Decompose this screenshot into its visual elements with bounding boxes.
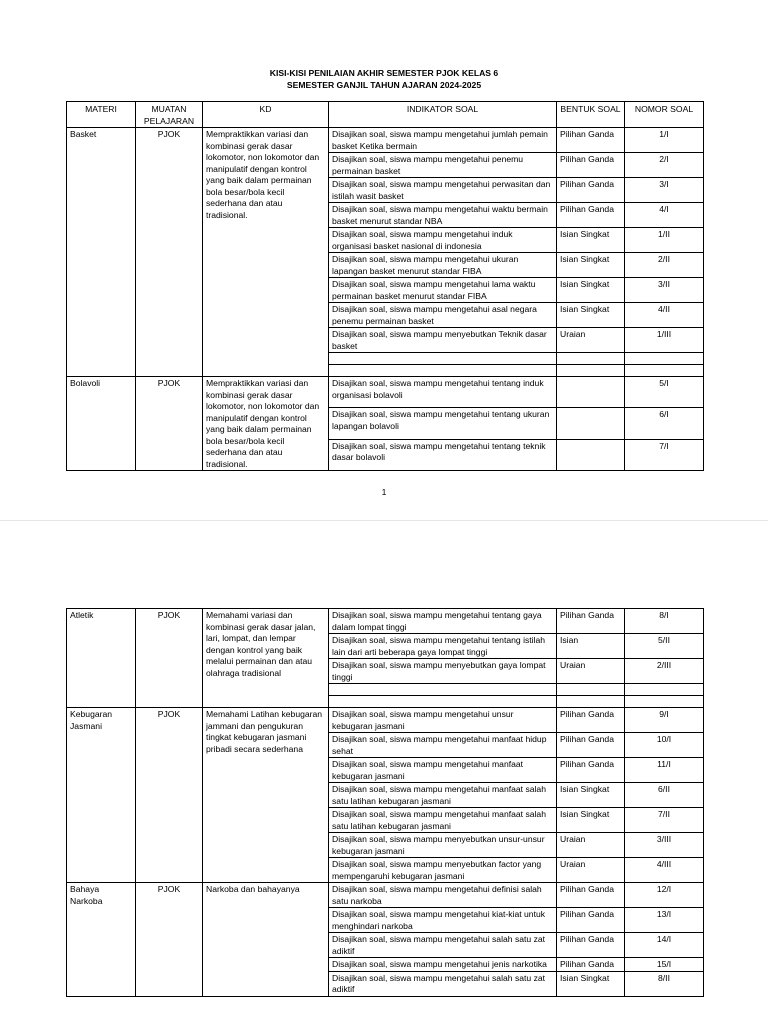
cell-bentuk-soal: Pilihan Ganda — [557, 203, 625, 228]
cell-bentuk-soal — [557, 377, 625, 408]
cell-indikator-soal: Disajikan soal, siswa mampu mengetahui ukuran lapangan basket menurut standar FIBA — [329, 253, 557, 278]
cell-nomor-soal: 13/I — [625, 908, 704, 933]
cell-nomor-soal: 3/III — [625, 833, 704, 858]
cell-materi: Kebugaran Jasmani — [67, 708, 136, 883]
cell-muatan-pelajaran: PJOK — [136, 883, 203, 997]
cell-nomor-soal: 8/I — [625, 609, 704, 634]
table-row — [67, 128, 704, 153]
cell-nomor-soal: 1/I — [625, 128, 704, 153]
cell-indikator-soal: Disajikan soal, siswa mampu mengetahui asal negara penemu permainan basket — [329, 303, 557, 328]
cell-nomor-soal: 15/I — [625, 958, 704, 972]
cell-nomor-soal: 12/I — [625, 883, 704, 908]
cell-nomor-soal — [625, 365, 704, 377]
cell-materi: Bahaya Narkoba — [67, 883, 136, 997]
cell-indikator-soal: Disajikan soal, siswa mampu mengetahui manfaat hidup sehat — [329, 733, 557, 758]
cell-nomor-soal: 1/II — [625, 228, 704, 253]
page-separator — [0, 520, 768, 521]
header-nomor-soal: NOMOR SOAL — [625, 102, 704, 128]
cell-indikator-soal: Disajikan soal, siswa mampu mengetahui lama waktu permainan basket menurut standar FIBA — [329, 278, 557, 303]
cell-bentuk-soal — [557, 696, 625, 708]
cell-indikator-soal: Disajikan soal, siswa mampu mengetahui definisi salah satu narkoba — [329, 883, 557, 908]
cell-bentuk-soal: Uraian — [557, 858, 625, 883]
cell-indikator-soal — [329, 684, 557, 696]
cell-indikator-soal — [329, 353, 557, 365]
cell-muatan-pelajaran: PJOK — [136, 377, 203, 471]
cell-nomor-soal: 11/I — [625, 758, 704, 783]
table-row — [67, 609, 704, 634]
cell-indikator-soal: Disajikan soal, siswa mampu mengetahui tentang ukuran lapangan bolavoli — [329, 408, 557, 439]
cell-bentuk-soal: Isian Singkat — [557, 971, 625, 996]
cell-nomor-soal: 6/I — [625, 408, 704, 439]
cell-bentuk-soal: Isian Singkat — [557, 783, 625, 808]
cell-materi: Basket — [67, 128, 136, 377]
cell-kd: Memahami Latihan kebugaran jammani dan pengukuran tingkat kebugaran jasmani pribadi secara sederhana — [203, 708, 329, 883]
cell-bentuk-soal: Uraian — [557, 833, 625, 858]
cell-bentuk-soal: Uraian — [557, 659, 625, 684]
header-indikator-soal: INDIKATOR SOAL — [329, 102, 557, 128]
table-row — [67, 708, 704, 733]
cell-nomor-soal: 10/I — [625, 733, 704, 758]
cell-nomor-soal: 6/II — [625, 783, 704, 808]
cell-bentuk-soal: Pilihan Ganda — [557, 128, 625, 153]
cell-bentuk-soal: Pilihan Ganda — [557, 933, 625, 958]
cell-bentuk-soal — [557, 365, 625, 377]
cell-bentuk-soal: Pilihan Ganda — [557, 758, 625, 783]
cell-indikator-soal: Disajikan soal, siswa mampu mengetahui jumlah pemain basket Ketika bermain — [329, 128, 557, 153]
cell-materi: Atletik — [67, 609, 136, 708]
cell-indikator-soal: Disajikan soal, siswa mampu mengetahui induk organisasi basket nasional di indonesia — [329, 228, 557, 253]
cell-indikator-soal: Disajikan soal, siswa mampu mengetahui unsur kebugaran jasmani — [329, 708, 557, 733]
cell-nomor-soal: 1/III — [625, 328, 704, 353]
header-kd: KD — [203, 102, 329, 128]
cell-bentuk-soal — [557, 439, 625, 470]
cell-indikator-soal: Disajikan soal, siswa mampu mengetahui jenis narkotika — [329, 958, 557, 972]
header-muatan-pelajaran: MUATAN PELAJARAN — [136, 102, 203, 128]
cell-indikator-soal — [329, 365, 557, 377]
cell-nomor-soal: 3/II — [625, 278, 704, 303]
cell-indikator-soal: Disajikan soal, siswa mampu mengetahui tentang istilah lain dari arti beberapa gaya lompat tinggi — [329, 634, 557, 659]
cell-kd: Memahami variasi dan kombinasi gerak dasar jalan, lari, lompat, dan lempar dengan kontrol yang baik melalui permainan dan atau olahraga tradisional — [203, 609, 329, 708]
cell-indikator-soal: Disajikan soal, siswa mampu mengetahui tentang teknik dasar bolavoli — [329, 439, 557, 470]
cell-indikator-soal: Disajikan soal, siswa mampu mengetahui manfaat salah satu latihan kebugaran jasmani — [329, 783, 557, 808]
cell-nomor-soal: 2/III — [625, 659, 704, 684]
cell-nomor-soal: 2/I — [625, 153, 704, 178]
cell-bentuk-soal: Isian Singkat — [557, 228, 625, 253]
cell-bentuk-soal: Pilihan Ganda — [557, 908, 625, 933]
document-title: KISI-KISI PENILAIAN AKHIR SEMESTER PJOK KELAS 6 — [269, 68, 499, 78]
cell-nomor-soal: 4/III — [625, 858, 704, 883]
table-row — [67, 883, 704, 908]
cell-bentuk-soal: Pilihan Ganda — [557, 733, 625, 758]
cell-bentuk-soal — [557, 684, 625, 696]
cell-indikator-soal: Disajikan soal, siswa mampu menyebutkan unsur-unsur kebugaran jasmani — [329, 833, 557, 858]
cell-nomor-soal — [625, 684, 704, 696]
cell-indikator-soal: Disajikan soal, siswa mampu mengetahui penemu permainan basket — [329, 153, 557, 178]
header-bentuk-soal: BENTUK SOAL — [557, 102, 625, 128]
cell-nomor-soal: 2/II — [625, 253, 704, 278]
cell-nomor-soal: 9/I — [625, 708, 704, 733]
kisi-kisi-table-page-1 — [66, 101, 704, 471]
header-materi: MATERI — [67, 102, 136, 128]
cell-bentuk-soal: Pilihan Ganda — [557, 708, 625, 733]
table-header-row — [67, 102, 704, 128]
cell-bentuk-soal: Isian Singkat — [557, 808, 625, 833]
page-number: 1 — [381, 487, 387, 497]
cell-nomor-soal: 5/I — [625, 377, 704, 408]
cell-nomor-soal: 7/II — [625, 808, 704, 833]
cell-indikator-soal: Disajikan soal, siswa mampu menyebutkan gaya lompat tinggi — [329, 659, 557, 684]
cell-indikator-soal: Disajikan soal, siswa mampu menyebutkan Teknik dasar basket — [329, 328, 557, 353]
cell-indikator-soal: Disajikan soal, siswa mampu menyebutkan factor yang mempengaruhi kebugaran jasmani — [329, 858, 557, 883]
document-subtitle: SEMESTER GANJIL TAHUN AJARAN 2024-2025 — [286, 80, 482, 90]
cell-muatan-pelajaran: PJOK — [136, 609, 203, 708]
cell-materi: Bolavoli — [67, 377, 136, 471]
cell-bentuk-soal: Pilihan Ganda — [557, 883, 625, 908]
cell-nomor-soal: 5/II — [625, 634, 704, 659]
cell-indikator-soal — [329, 696, 557, 708]
cell-indikator-soal: Disajikan soal, siswa mampu mengetahui manfaat salah satu latihan kebugaran jasmani — [329, 808, 557, 833]
cell-nomor-soal: 4/I — [625, 203, 704, 228]
cell-bentuk-soal — [557, 408, 625, 439]
cell-indikator-soal: Disajikan soal, siswa mampu mengetahui perwasitan dan istilah wasit basket — [329, 178, 557, 203]
cell-kd: Mempraktikkan variasi dan kombinasi gerak dasar lokomotor, non lokomotor dan manipulatif dengan kontrol yang baik dalam permainan bola besar/bola kecil sederhana dan atau tradisional. — [203, 128, 329, 377]
cell-indikator-soal: Disajikan soal, siswa mampu mengetahui manfaat kebugaran jasmani — [329, 758, 557, 783]
cell-bentuk-soal: Pilihan Ganda — [557, 958, 625, 972]
cell-indikator-soal: Disajikan soal, siswa mampu mengetahui kiat-kiat untuk menghindari narkoba — [329, 908, 557, 933]
cell-bentuk-soal: Pilihan Ganda — [557, 153, 625, 178]
cell-bentuk-soal: Isian — [557, 634, 625, 659]
cell-nomor-soal: 14/I — [625, 933, 704, 958]
cell-kd: Mempraktikkan variasi dan kombinasi gerak dasar lokomotor, non lokomotor dan manipulatif dengan kontrol yang baik dalam permainan bola besar/bola kecil sederhana dan atau tradisional. — [203, 377, 329, 471]
cell-bentuk-soal: Isian Singkat — [557, 253, 625, 278]
cell-nomor-soal: 4/II — [625, 303, 704, 328]
cell-nomor-soal: 3/I — [625, 178, 704, 203]
cell-nomor-soal — [625, 353, 704, 365]
cell-indikator-soal: Disajikan soal, siswa mampu mengetahui tentang induk organisasi bolavoli — [329, 377, 557, 408]
cell-muatan-pelajaran: PJOK — [136, 128, 203, 377]
cell-indikator-soal: Disajikan soal, siswa mampu mengetahui salah satu zat adiktif — [329, 971, 557, 996]
cell-bentuk-soal — [557, 353, 625, 365]
cell-indikator-soal: Disajikan soal, siswa mampu mengetahui tentang gaya dalam lompat tinggi — [329, 609, 557, 634]
cell-bentuk-soal: Pilihan Ganda — [557, 178, 625, 203]
cell-kd: Narkoba dan bahayanya — [203, 883, 329, 997]
cell-nomor-soal: 8/II — [625, 971, 704, 996]
cell-bentuk-soal: Isian Singkat — [557, 278, 625, 303]
cell-nomor-soal: 7/I — [625, 439, 704, 470]
cell-bentuk-soal: Uraian — [557, 328, 625, 353]
cell-indikator-soal: Disajikan soal, siswa mampu mengetahui salah satu zat adiktif — [329, 933, 557, 958]
cell-muatan-pelajaran: PJOK — [136, 708, 203, 883]
cell-bentuk-soal: Isian Singkat — [557, 303, 625, 328]
cell-nomor-soal — [625, 696, 704, 708]
kisi-kisi-table-page-2 — [66, 608, 704, 997]
table-row — [67, 377, 704, 408]
cell-bentuk-soal: Pilihan Ganda — [557, 609, 625, 634]
cell-indikator-soal: Disajikan soal, siswa mampu mengetahui waktu bermain basket menurut standar NBA — [329, 203, 557, 228]
